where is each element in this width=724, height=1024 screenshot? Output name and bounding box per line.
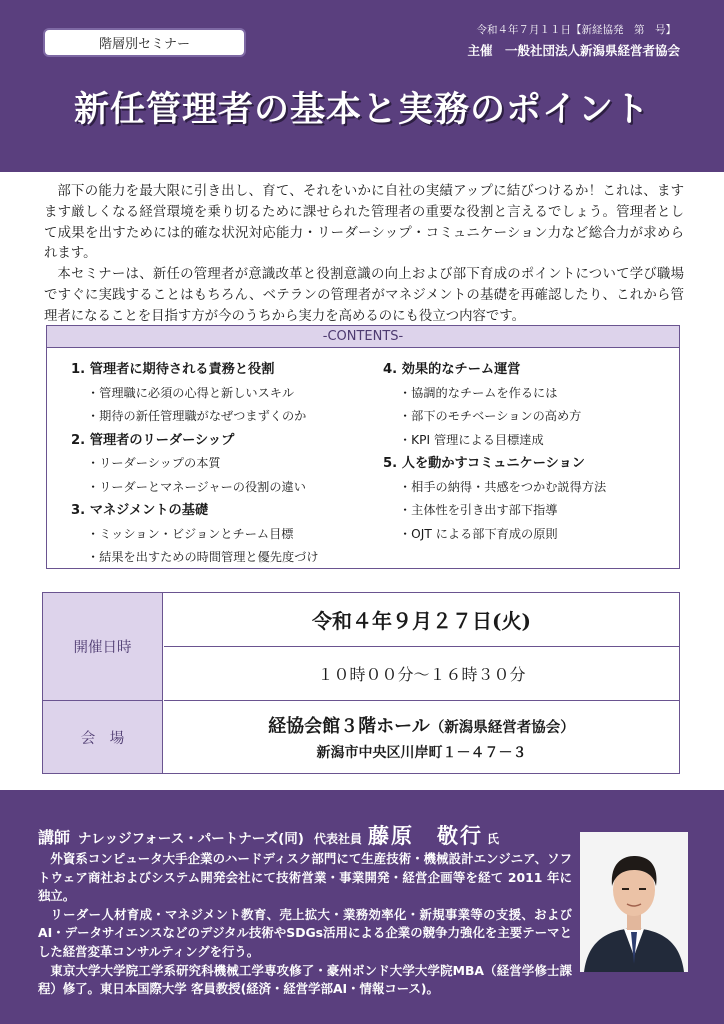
- organizer: 主催 一般社団法人新潟県経営者協会: [467, 43, 680, 58]
- contents-section-title: 1. 管理者に期待される責務と役割: [71, 362, 275, 377]
- venue-note: （新潟県経営者協会）: [429, 719, 575, 736]
- contents-item: ・期待の新任管理職がなぜつまずくのか: [87, 409, 307, 423]
- intro-paragraph: 本セミナーは、新任の管理者が意識改革と役割意識の向上および部下育成のポイントについて学び職場ですぐに実践することはもちろん、ベテランの管理者がマネジメントの基礎を再確認したり、これから管理者になることを目指す方が今のうちから実力を高めるのにも役立つ内容です。: [44, 267, 684, 324]
- contents-item: ・結果を出すための時間管理と優先度づけ: [87, 550, 319, 564]
- contents-item: ・KPI 管理による目標達成: [399, 432, 544, 447]
- issue-info: 令和４年７月１１日【新経協発 第 号】: [476, 24, 676, 36]
- contents-item: ・ミッション・ビジョンとチーム目標: [87, 526, 294, 541]
- date-label: 開催日時: [43, 593, 163, 701]
- instructor-photo: [580, 832, 688, 972]
- instructor-title: 代表社員: [313, 832, 362, 846]
- contents-item: ・部下のモチベーションの高め方: [399, 409, 582, 423]
- event-time-text: １０時００分～１６時３０分: [317, 665, 526, 684]
- contents-column-right: [383, 358, 673, 546]
- bio-paragraph: 外資系コンピュータ大手企業のハードディスク部門にて生産技術・機械設計エンジニア、ソフトウェア商社およびシステム開発会社にて技術営業・事業開発・経営企画等を経て 2011 年に独立。: [38, 851, 572, 904]
- instructor-bio: [38, 850, 572, 999]
- contents-section-title: 2. 管理者のリーダーシップ: [71, 432, 235, 448]
- bio-paragraph: リーダー人材育成・マネジメント教育、売上拡大・業務効率化・新規事業等の支援、およびAI・データサイエンスなどのデジタル技術やSDGs活用による企業の競争力強化を主要テーマとした経営変革コンサルティングを行う。: [38, 906, 572, 959]
- contents-section-title: 3. マネジメントの基礎: [71, 503, 209, 518]
- event-table: [42, 592, 680, 774]
- portrait-image: [580, 832, 688, 972]
- instructor-honorific: 氏: [486, 832, 499, 846]
- instructor-heading: [38, 820, 499, 850]
- contents-item: ・主体性を引き出す部下指導: [399, 503, 558, 517]
- intro-paragraph: 部下の能力を最大限に引き出し、育て、それをいかに自社の実績アップに結びつけるか！これは、ますます厳しくなる経営環境を乗り切るために課せられた管理者の重要な役割と言えるでしょう。管理者として成果を出すためには的確な状況対応能力・リーダーシップ・コミュニケーション力など総合力が求められます。: [44, 184, 684, 262]
- contents-heading: -CONTENTS-: [47, 326, 679, 348]
- venue-address: 新潟市中央区川岸町１－４７－３: [316, 745, 527, 761]
- contents-box: [46, 325, 680, 569]
- instructor-name: 藤原 敬行: [367, 824, 483, 848]
- instructor-company: ナレッジフォース・パートナーズ(同): [78, 831, 304, 847]
- contents-item: ・協調的なチームを作るには: [399, 385, 558, 400]
- intro-text: [44, 182, 684, 328]
- contents-section-title: 4. 効果的なチーム運営: [383, 362, 521, 377]
- header-banner: [0, 0, 724, 172]
- venue-name: 経協会館３階ホール: [268, 716, 430, 737]
- event-time: [164, 647, 679, 701]
- page-title: 新任管理者の基本と実務のポイント: [73, 90, 650, 130]
- series-tag: 階層別セミナー: [43, 28, 246, 57]
- contents-section-title: 5. 人を動かすコミュニケーション: [383, 456, 585, 471]
- contents-item: ・リーダーとマネージャーの役割の違い: [87, 479, 306, 494]
- venue-cell: [164, 701, 679, 773]
- event-date: [164, 593, 679, 647]
- contents-item: ・相手の納得・共感をつかむ説得方法: [399, 479, 607, 494]
- contents-item: ・管理職に必須の心得と新しいスキル: [87, 385, 295, 400]
- event-date-text: 令和４年９月２７日(火): [312, 609, 531, 633]
- instructor-role: 講師: [38, 828, 71, 847]
- contents-column-left: [71, 358, 371, 570]
- bio-paragraph: 東京大学大学院工学系研究科機械工学専攻修了・豪州ボンド大学大学院MBA（経営学修士課程）修了。東日本国際大学 客員教授(経済・経営学部AI・情報コース)。: [38, 962, 572, 997]
- venue-label: 会 場: [43, 701, 163, 773]
- contents-item: ・リーダーシップの本質: [87, 456, 221, 470]
- contents-item: ・OJT による部下育成の原則: [399, 526, 558, 541]
